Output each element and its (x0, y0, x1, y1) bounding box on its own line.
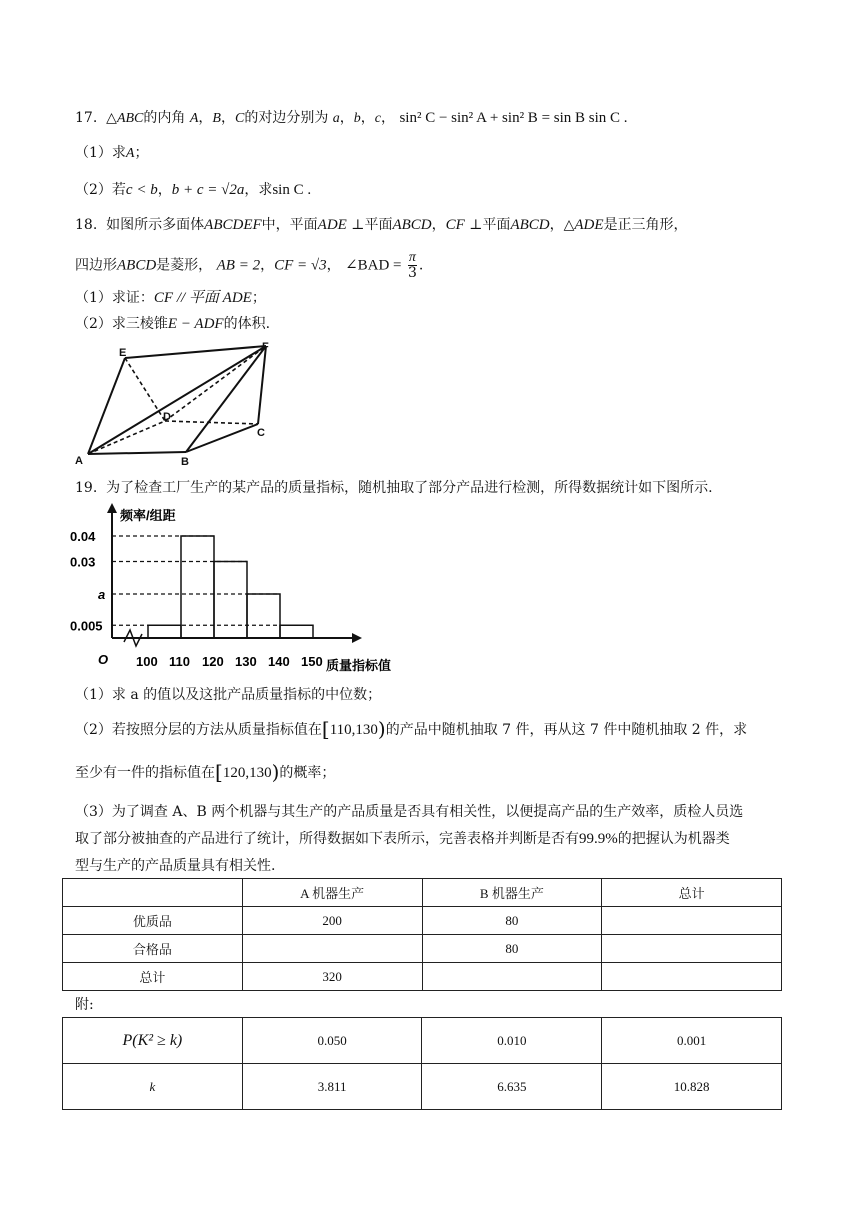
contingency-table (62, 878, 782, 991)
table-row (63, 963, 782, 991)
table-cell: 3.811 (242, 1064, 422, 1110)
polyhedron-figure (70, 338, 290, 470)
table-cell (242, 935, 422, 963)
y-tick-label: 0.04 (70, 529, 96, 544)
table-cell (602, 935, 782, 963)
label-A: A (75, 455, 83, 467)
y-axis-label: 频率/组距 (120, 508, 176, 523)
label-D: D (163, 411, 171, 423)
table-cell: A 机器生产 (242, 879, 422, 907)
axis-break-mark (124, 630, 142, 646)
y-tick-label: a (98, 587, 106, 602)
q19-part1: （1）求 a 的值以及这批产品质量指标的中位数； (75, 687, 382, 703)
histogram-bar (214, 562, 247, 639)
q18-stem-line2: 四边形ABCD是菱形， AB = 2，CF = √3， ∠BAD = $\frac{\pi}{3}$ . (75, 250, 424, 281)
edge-ED (125, 358, 165, 421)
histogram-bar (181, 536, 214, 638)
x-axis-arrow (352, 633, 362, 643)
y-tick-label: 0.005 (70, 618, 103, 634)
q17-equation: sin² C − sin² A + sin² B = sin B sin C . (399, 110, 628, 126)
edge-DC (165, 421, 258, 424)
label-B: B (181, 456, 189, 468)
table-row (63, 1018, 782, 1064)
edge-DF (165, 346, 266, 421)
table-cell: 0.001 (602, 1018, 782, 1064)
q19-part3-line1: （3）为了调查 A、B 两个机器与其生产的产品质量是否具有相关性，以便提高产品的生产效率，质检人员选 (75, 804, 744, 820)
label-C: C (257, 427, 265, 439)
appendix-label: 附: (75, 997, 94, 1013)
table-cell (602, 907, 782, 935)
edge-EA (88, 358, 125, 454)
q19-part2-line2: 至少有一件的指标值在[120,130)的概率； (75, 760, 336, 784)
q18-part1: （1）求证：CF // 平面 ADE； (75, 290, 266, 306)
table-row (63, 935, 782, 963)
x-tick-label: 150 (301, 654, 323, 669)
table-cell: 合格品 (63, 935, 243, 963)
table-cell: 总计 (63, 963, 243, 991)
histogram-chart (68, 498, 428, 678)
q17-part2: （2）若c < b，b + c = √2a，求sin C . (75, 182, 312, 198)
x-tick-label: 100 (136, 654, 158, 669)
label-F: F (262, 341, 269, 353)
edge-AB (88, 452, 186, 454)
q18-stem-line1: 18. 如图所示多面体ABCDEF中，平面ADE ⊥平面ABCD，CF ⊥平面ABCD，△ADE是正三角形， (75, 217, 688, 233)
table-cell: 0.050 (242, 1018, 422, 1064)
label-E: E (119, 347, 127, 359)
table-cell (422, 963, 602, 991)
table-cell: P(K² ≥ k) (63, 1018, 243, 1064)
pi-over-3-fraction: $\frac{\pi}{3}$ (407, 250, 417, 281)
q17-stem: 17. △ABC的内角 A，B，C的对边分别为 a，b，c， sin² C − sin² A + sin² B = sin B sin C . (75, 110, 628, 126)
table-cell: 80 (422, 935, 602, 963)
table-cell (602, 963, 782, 991)
q19-part2-line1: （2）若按照分层的方法从质量指标值在[110,130)的产品中随机抽取 7 件，再从这 7 件中随机抽取 2 件，求 (75, 717, 748, 741)
table-cell: 总计 (602, 879, 782, 907)
table-cell: 10.828 (602, 1064, 782, 1110)
q19-stem: 19. 为了检查工厂生产的某产品的质量指标，随机抽取了部分产品进行检测，所得数据统计如下图所示. (75, 480, 713, 496)
q19-part3-line2: 取了部分被抽查的产品进行了统计，所得数据如下表所示，完善表格并判断是否有99.9%的把握认为机器类 (75, 831, 730, 847)
table-cell (63, 879, 243, 907)
edge-EF (125, 346, 266, 358)
q17-part1: （1）求A； (75, 145, 149, 161)
edge-AF (88, 346, 266, 454)
table-cell: 80 (422, 907, 602, 935)
edge-CF (258, 346, 266, 424)
table-cell: 200 (242, 907, 422, 935)
table-row (63, 1064, 782, 1110)
table-cell: 0.010 (422, 1018, 602, 1064)
histogram-bar (148, 625, 181, 638)
y-tick-label: 0.03 (70, 554, 96, 570)
table-cell: 6.635 (422, 1064, 602, 1110)
table-cell: 320 (242, 963, 422, 991)
histogram-bar (247, 594, 280, 638)
table-cell: 优质品 (63, 907, 243, 935)
x-tick-label: 130 (235, 654, 257, 669)
table-cell: k (63, 1064, 243, 1110)
origin-label: O (98, 652, 109, 667)
x-tick-label: 140 (268, 654, 290, 669)
histogram-bar (280, 625, 313, 638)
table-row (63, 907, 782, 935)
q18-part2: （2）求三棱锥E − ADF的体积. (75, 316, 271, 332)
y-axis-arrow (107, 503, 117, 513)
x-tick-label: 110 (169, 654, 190, 669)
table-cell: B 机器生产 (422, 879, 602, 907)
x-tick-label: 120 (202, 654, 224, 669)
q19-part3-line3: 型与生产的产品质量具有相关性. (75, 858, 276, 874)
table-header-row (63, 879, 782, 907)
x-axis-label: 质量指标值 (326, 658, 392, 673)
critical-value-table (62, 1017, 782, 1110)
